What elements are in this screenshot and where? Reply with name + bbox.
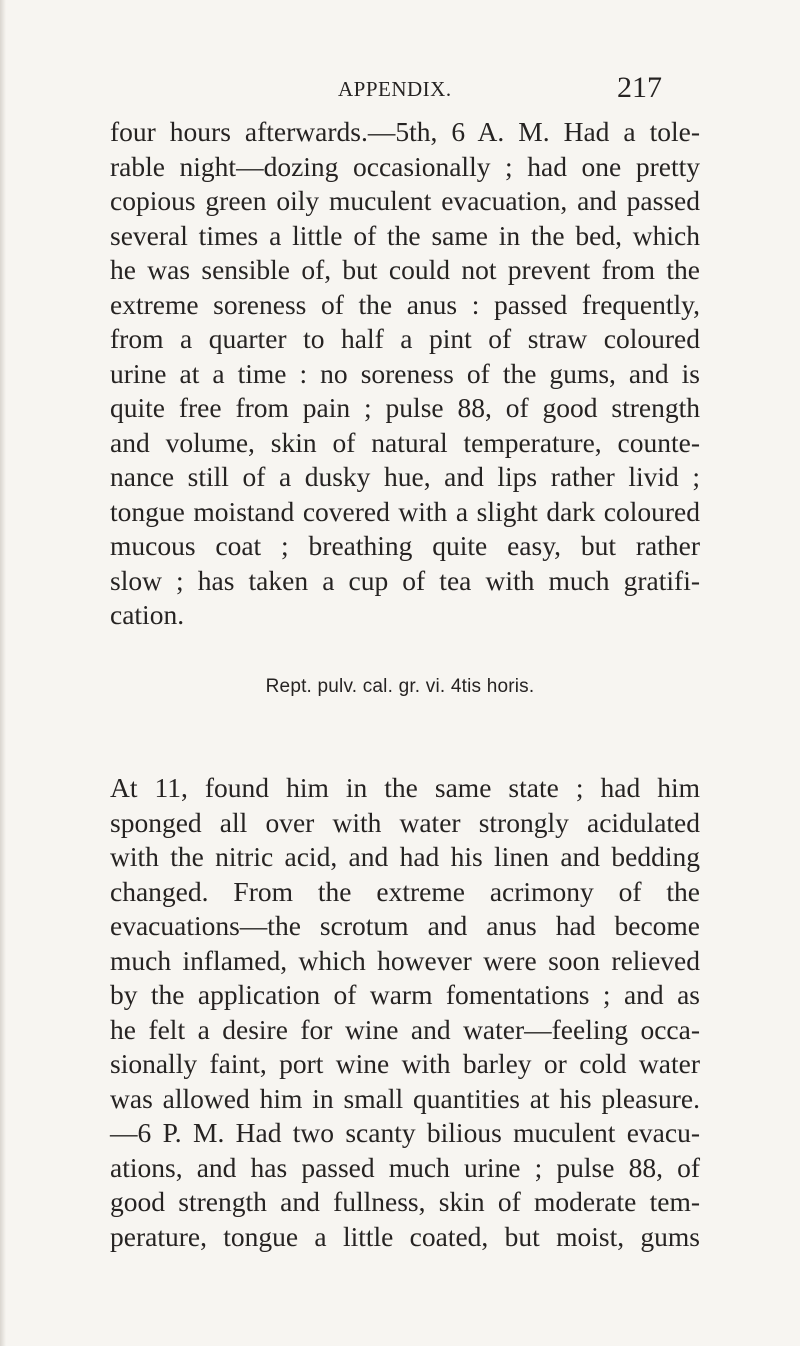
text-line: mucous coat ; breathing quite easy, but rather — [110, 530, 700, 561]
text-line: ations, and has passed much urine ; pulse 88, of — [110, 1151, 700, 1183]
text-line: cation. — [110, 599, 185, 630]
prescription-note: Rept. pulv. cal. gr. vi. 4tis horis. — [265, 676, 535, 697]
page-number: 217 — [617, 71, 662, 104]
text-line: copious green oily muculent evacuation, and passed — [110, 185, 700, 216]
text-line: good strength and fullness, skin of moderate tem- — [110, 1186, 700, 1217]
text-line: and volume, skin of natural temperature, counte- — [110, 426, 700, 458]
text-line: by the application of warm fomentations ; and as — [110, 979, 700, 1010]
text-line: changed. From the extreme acrimony of the — [110, 875, 700, 907]
text-line: four hours afterwards.—5th, 6 A. M. Had a tole- — [110, 116, 700, 147]
text-line: from a quarter to half a pint of straw coloured — [110, 323, 700, 354]
page-header — [0, 71, 800, 104]
text-line: sionally faint, port wine with barley or cold water — [110, 1048, 700, 1079]
text-line: urine at a time : no soreness of the gums, and is — [110, 357, 700, 389]
text-line: much inflamed, which however were soon relieved — [110, 944, 700, 976]
running-head: APPENDIX. — [338, 77, 452, 101]
text-line: he was sensible of, but could not prevent from the — [110, 254, 700, 285]
text-line: —6 P. M. Had two scanty bilious muculent evacu- — [110, 1117, 700, 1148]
text-line: evacuations—the scrotum and anus had become — [110, 910, 700, 941]
text-line: with the nitric acid, and had his linen and bedding — [110, 841, 700, 872]
text-line: nance still of a dusky hue, and lips rather livid ; — [110, 461, 700, 492]
text-line: he felt a desire for wine and water—feeling occa- — [110, 1013, 700, 1045]
paragraph-morning-report — [110, 115, 700, 633]
text-line: several times a little of the same in the bed, which — [110, 219, 700, 251]
text-line: quite free from pain ; pulse 88, of good strength — [110, 392, 700, 423]
paragraph-eleven-report — [110, 771, 700, 1254]
text-line: At 11, found him in the same state ; had him — [110, 772, 700, 803]
text-line: rable night—dozing occasionally ; had one pretty — [110, 150, 700, 182]
text-line: perature, tongue a little coated, but moist, gums — [110, 1220, 700, 1252]
text-line: sponged all over with water strongly acidulated — [110, 806, 700, 838]
text-line: extreme soreness of the anus : passed frequently, — [110, 288, 700, 320]
text-line: slow ; has taken a cup of tea with much gratifi- — [110, 564, 700, 596]
text-line: tongue moistand covered with a slight dark coloured — [110, 495, 700, 527]
page-edge-shadow — [0, 0, 6, 1346]
text-line: was allowed him in small quantities at his pleasure. — [110, 1082, 700, 1114]
